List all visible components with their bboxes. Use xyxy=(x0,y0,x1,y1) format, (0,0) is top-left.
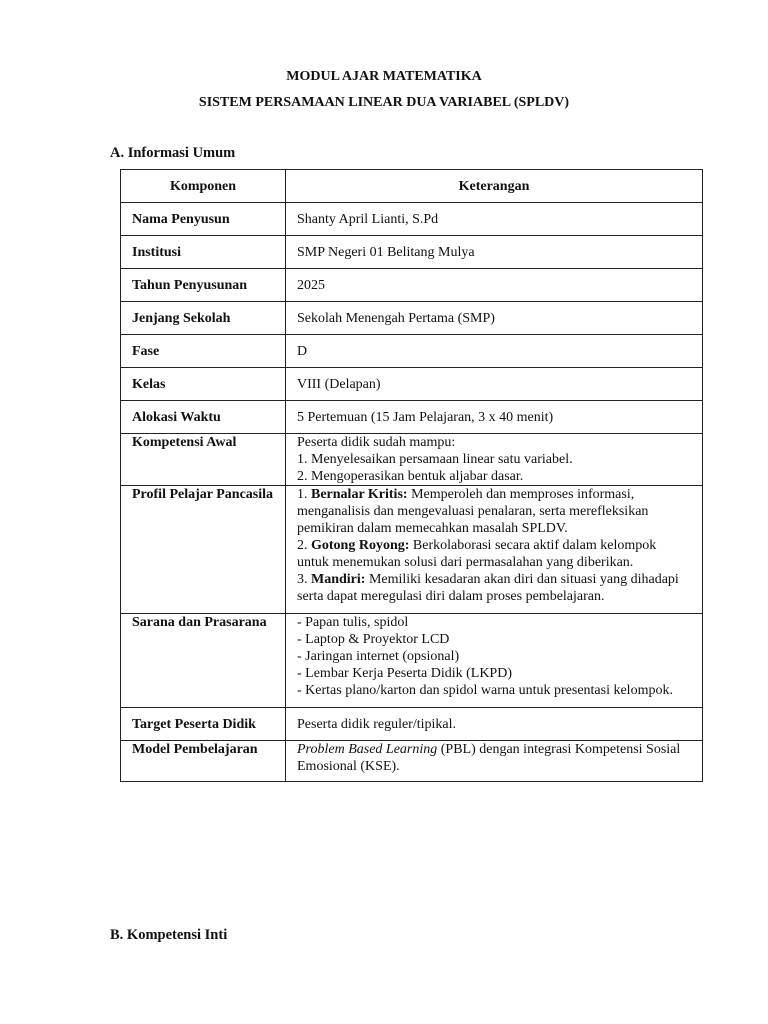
table-row xyxy=(121,614,703,708)
value-line: - Laptop & Proyektor LCD xyxy=(297,632,450,647)
row-label: Target Peserta Didik xyxy=(121,708,286,741)
value-line: 2. Mengoperasikan bentuk aljabar dasar. xyxy=(297,469,524,484)
row-value: Sekolah Menengah Pertama (SMP) xyxy=(286,302,703,335)
profile-item xyxy=(297,537,691,571)
item-number: 1. xyxy=(297,487,311,502)
value-line: - Papan tulis, spidol xyxy=(297,615,409,630)
table-row xyxy=(121,302,703,335)
row-value: 2025 xyxy=(286,269,703,302)
model-italic: Problem Based Learning xyxy=(297,742,438,757)
table-row xyxy=(121,335,703,368)
row-label: Profil Pelajar Pancasila xyxy=(121,486,286,614)
item-text: Memperoleh dan memproses informasi, menganalisis dan mengevaluasi penalaran, serta merefleksikan pemikiran dalam memecahkan masalah SPLDV. xyxy=(297,487,649,536)
document-title: MODUL AJAR MATEMATIKA xyxy=(286,69,482,84)
row-value xyxy=(286,434,703,486)
row-value: D xyxy=(286,335,703,368)
header-keterangan: Keterangan xyxy=(286,170,703,203)
table-row xyxy=(121,401,703,434)
row-label: Kompetensi Awal xyxy=(121,434,286,486)
row-value: VIII (Delapan) xyxy=(286,368,703,401)
row-label: Nama Penyusun xyxy=(121,203,286,236)
table-row xyxy=(121,741,703,782)
header-komponen: Komponen xyxy=(121,170,286,203)
section-a-heading: A. Informasi Umum xyxy=(110,145,236,161)
table-row xyxy=(121,269,703,302)
item-text: Memiliki kesadaran akan diri dan situasi yang dihadapi serta dapat meregulasi diri dalam proses pembelajaran. xyxy=(297,572,679,604)
row-label: Institusi xyxy=(121,236,286,269)
row-label: Kelas xyxy=(121,368,286,401)
row-label: Model Pembelajaran xyxy=(121,741,286,782)
profile-item xyxy=(297,486,691,537)
item-number: 3. xyxy=(297,572,311,587)
table-header-row xyxy=(121,170,703,203)
row-value: SMP Negeri 01 Belitang Mulya xyxy=(286,236,703,269)
table-row xyxy=(121,203,703,236)
profile-item xyxy=(297,571,691,605)
row-value: 5 Pertemuan (15 Jam Pelajaran, 3 x 40 menit) xyxy=(286,401,703,434)
row-label: Fase xyxy=(121,335,286,368)
document-subtitle: SISTEM PERSAMAAN LINEAR DUA VARIABEL (SPLDV) xyxy=(198,95,570,110)
item-text: Berkolaborasi secara aktif dalam kelompok untuk menemukan solusi dari permasalahan yang diberikan. xyxy=(297,538,657,570)
row-label: Tahun Penyusunan xyxy=(121,269,286,302)
item-title: Bernalar Kritis: xyxy=(311,487,408,502)
value-line: - Kertas plano/karton dan spidol warna untuk presentasi kelompok. xyxy=(297,683,673,698)
item-title: Gotong Royong: xyxy=(311,538,410,553)
row-value xyxy=(286,741,703,782)
item-title: Mandiri: xyxy=(311,572,366,587)
info-table xyxy=(120,169,703,782)
row-value xyxy=(286,486,703,614)
row-label: Jenjang Sekolah xyxy=(121,302,286,335)
value-line: - Jaringan internet (opsional) xyxy=(297,649,460,664)
model-rest: (PBL) dengan integrasi Kompetensi Sosial Emosional (KSE). xyxy=(297,742,681,774)
row-value xyxy=(286,614,703,708)
row-value: Shanty April Lianti, S.Pd xyxy=(286,203,703,236)
section-b-heading: B. Kompetensi Inti xyxy=(110,927,228,943)
table-row xyxy=(121,486,703,614)
table-row xyxy=(121,434,703,486)
row-value: Peserta didik reguler/tipikal. xyxy=(286,708,703,741)
table-row xyxy=(121,708,703,741)
item-number: 2. xyxy=(297,538,311,553)
row-label: Sarana dan Prasarana xyxy=(121,614,286,708)
value-line: 1. Menyelesaikan persamaan linear satu variabel. xyxy=(297,452,573,467)
row-label: Alokasi Waktu xyxy=(121,401,286,434)
table-row xyxy=(121,236,703,269)
table-row xyxy=(121,368,703,401)
value-line: - Lembar Kerja Peserta Didik (LKPD) xyxy=(297,666,512,681)
value-line: Peserta didik sudah mampu: xyxy=(297,435,456,450)
